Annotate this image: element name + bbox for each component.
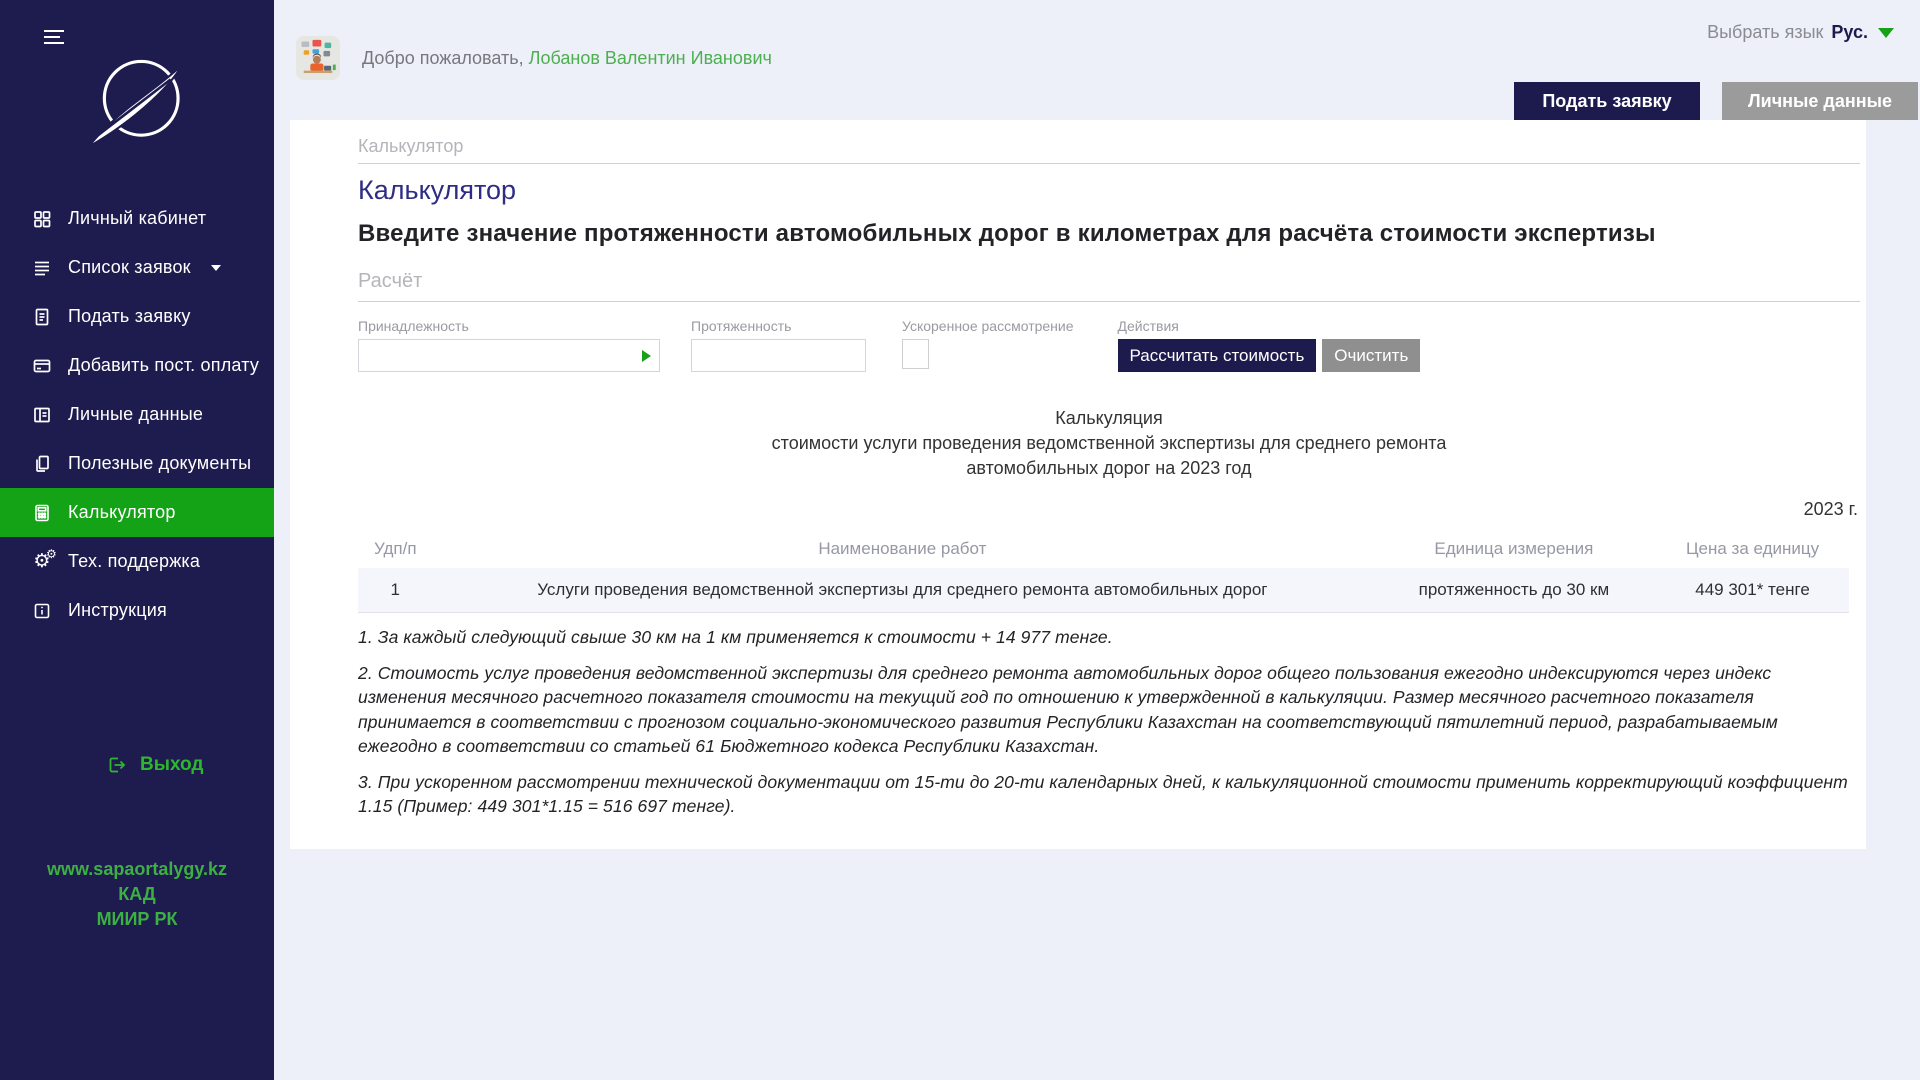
sidebar-item-label: Подать заявку	[68, 306, 191, 326]
sidebar-item-label: Калькулятор	[68, 502, 176, 522]
sidebar-item-label: Инструкция	[68, 600, 167, 620]
sidebar-item-label: Список заявок	[68, 257, 191, 277]
fast-review-label: Ускоренное рассмотрение	[902, 318, 1074, 334]
welcome-block	[296, 36, 772, 80]
info-icon	[30, 599, 54, 623]
submit-application-button[interactable]: Подать заявку	[1514, 82, 1700, 120]
language-label: Выбрать язык	[1707, 22, 1824, 42]
document-icon	[30, 305, 54, 329]
belonging-label: Принадлежность	[358, 318, 469, 334]
calculation-title	[358, 406, 1860, 481]
calculation-title-line3: автомобильных дорог на 2023 год	[966, 458, 1252, 478]
layout-icon	[30, 403, 54, 427]
sidebar-item-useful-documents[interactable]	[0, 439, 274, 488]
sidebar-item-add-payment[interactable]	[0, 341, 274, 390]
credit-card-icon	[30, 354, 54, 378]
gears-icon: ⚙ ⚙	[33, 546, 57, 572]
sidebar-item-instruction[interactable]	[0, 586, 274, 635]
avatar	[296, 36, 340, 80]
sidebar-item-label: Полезные документы	[68, 453, 252, 473]
calculation-title-line2: стоимости услуги проведения ведомственной экспертизы для среднего ремонта	[771, 433, 1447, 453]
breadcrumb: Калькулятор	[358, 136, 1860, 164]
sidebar-item-personal-cabinet[interactable]	[0, 194, 274, 243]
footnote-3: 3. При ускоренном рассмотрении технической документации от 15-ти до 20-ти календарных дней, к калькуляционной стоимости применить корректирующий коэффициент 1.15 (Пример: 449 301*1.15 = 516 697 тенге).	[358, 771, 1848, 816]
sidebar-item-label: Личные данные	[68, 404, 204, 424]
col-header-price: Цена за единицу	[1685, 539, 1820, 558]
fast-review-checkbox[interactable]	[902, 339, 929, 369]
sidebar-nav	[0, 194, 274, 635]
user-name-link[interactable]: Лобанов Валентин Иванович	[528, 47, 772, 68]
hamburger-menu-icon[interactable]	[44, 26, 68, 48]
chevron-down-icon	[211, 265, 221, 271]
page-subtitle: Введите значение протяженности автомобильных дорог в километрах для расчёта стоимости экспертизы	[358, 220, 1656, 247]
col-header-number: Удп/п	[374, 539, 417, 558]
content-card	[290, 120, 1866, 849]
sidebar-item-submit-application[interactable]	[0, 292, 274, 341]
length-group	[691, 318, 866, 372]
personal-data-button[interactable]: Личные данные	[1722, 82, 1918, 120]
belonging-group	[358, 318, 660, 372]
copy-icon	[30, 452, 54, 476]
footer-site-link[interactable]: www.sapaortalygy.kz	[46, 859, 228, 879]
footnotes	[358, 625, 1860, 819]
sidebar-item-label: Добавить пост. оплату	[68, 355, 260, 375]
length-label: Протяженность	[691, 318, 792, 334]
fast-review-group	[902, 318, 1074, 369]
page-title: Калькулятор	[358, 175, 517, 205]
sidebar-item-applications-list[interactable]	[0, 243, 274, 292]
calculator-icon	[30, 501, 54, 525]
length-input[interactable]	[691, 339, 866, 372]
calculation-section-label: Расчёт	[358, 270, 1860, 302]
welcome-message	[362, 48, 772, 69]
footnote-1: 1. За каждый следующий свыше 30 км на 1 км применяется к стоимости + 14 977 тенге.	[358, 627, 1113, 647]
grid-icon	[30, 207, 54, 231]
logout-button[interactable]	[104, 753, 274, 777]
language-value: Рус.	[1831, 22, 1868, 42]
year-label: 2023 г.	[1803, 499, 1858, 519]
logout-icon	[104, 753, 128, 777]
main-area	[274, 0, 1920, 1080]
list-icon	[30, 256, 54, 280]
sidebar-item-calculator[interactable]	[0, 488, 274, 537]
language-selector[interactable]	[1707, 22, 1894, 43]
col-header-unit: Единица измерения	[1434, 539, 1594, 558]
sidebar-item-label: Тех. поддержка	[68, 551, 201, 571]
actions-label: Действия	[1117, 318, 1179, 334]
calculation-table	[358, 530, 1849, 613]
calculation-title-line1: Калькуляция	[1055, 408, 1163, 428]
footnote-2: 2. Стоимость услуг проведения ведомственной экспертизы для среднего ремонта автомобильных дорог общего пользования ежегодно индексируются через индекс изменения месячного расчетного показателя стоимости на текущий год по отношению к утвержденной в калькуляции. Размер месячного расчетного показателя принимается в соответствии с прогнозом социально-экономического развития Республики Казахстан на соответствующий пятилетний период, разрабатываемым ежегодно в соответствии со статьей 61 Бюджетного кодекса Республики Казахстан.	[358, 662, 1778, 756]
sidebar	[0, 0, 274, 1080]
footer-miir-label: МИИР РК	[96, 909, 178, 929]
sidebar-item-tech-support[interactable]	[0, 537, 274, 586]
actions-group	[1118, 318, 1421, 372]
language-dropdown-icon	[1878, 28, 1894, 38]
logout-label: Выход	[140, 754, 204, 775]
table-header-row	[358, 530, 1849, 568]
cell-number: 1	[358, 568, 433, 613]
clear-button[interactable]: Очистить	[1322, 339, 1420, 372]
select-arrow-icon	[642, 350, 651, 362]
cell-work-name: Услуги проведения ведомственной экспертизы для среднего ремонта автомобильных дорог	[433, 568, 1373, 613]
footer-kad-label: КАД	[118, 884, 156, 904]
calculator-form	[358, 318, 1860, 372]
sidebar-item-personal-data[interactable]	[0, 390, 274, 439]
top-buttons	[1514, 82, 1918, 120]
welcome-prefix: Добро пожаловать,	[362, 47, 529, 68]
top-header	[274, 0, 1920, 120]
belonging-select[interactable]	[358, 339, 660, 372]
cell-price: 449 301* тенге	[1656, 568, 1850, 613]
cell-unit: протяженность до 30 км	[1372, 568, 1655, 613]
app-logo	[83, 52, 191, 152]
calculate-cost-button[interactable]: Рассчитать стоимость	[1118, 339, 1317, 372]
sidebar-item-label: Личный кабинет	[68, 208, 207, 228]
sidebar-footer	[0, 857, 274, 932]
col-header-work-name: Наименование работ	[818, 539, 987, 558]
table-row	[358, 568, 1849, 613]
